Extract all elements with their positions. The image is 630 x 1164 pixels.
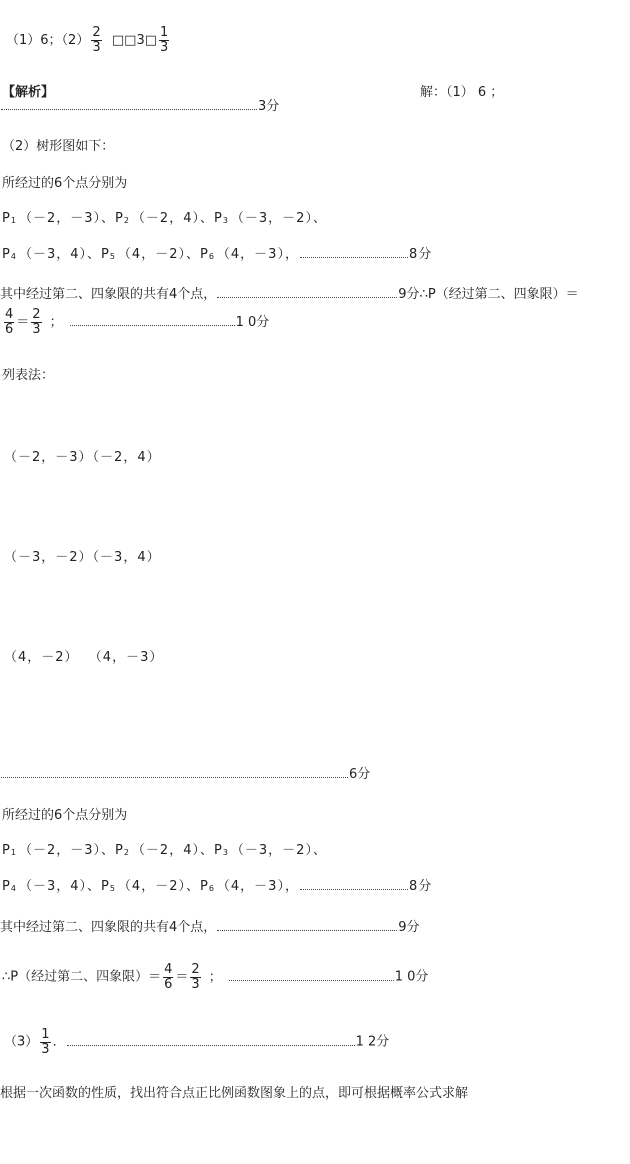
equals-sign: ＝	[175, 969, 189, 985]
answer-mid: □□3□	[103, 33, 157, 48]
fraction-numerator: 4	[164, 962, 173, 977]
fraction-denominator: 6	[5, 322, 14, 337]
dot-leader	[67, 1044, 355, 1046]
score-10: 1 0分	[235, 315, 270, 330]
score-8: 8分	[408, 247, 433, 262]
analysis-header: 【解析】	[2, 85, 55, 100]
fraction-numerator: 2	[92, 25, 101, 40]
equals-sign: ＝	[16, 315, 30, 330]
conclusion-text: 根据一次函数的性质，找出符合点正比例函数图象上的点，即可根据概率公式求解	[0, 1086, 469, 1101]
point-p4: P4 （－3，4）、	[2, 247, 101, 262]
part2-title: （2）树形图如下：	[2, 139, 115, 154]
score-line-3	[0, 99, 279, 115]
dot-leader	[300, 888, 408, 890]
probability-text: ∴P（经过第二、四象限）＝	[2, 969, 162, 985]
probability-fraction-a	[163, 963, 173, 992]
fraction-denominator: 3	[160, 40, 169, 55]
fraction-numerator: 4	[5, 307, 14, 322]
probability-fraction-a	[4, 308, 14, 337]
quadrant-text: 其中经过第二、四象限的共有4个点，	[0, 287, 217, 302]
score-3: 3分	[258, 99, 280, 114]
fraction-numerator: 1	[160, 25, 169, 40]
points-row-2	[2, 247, 432, 265]
fraction-numerator: 2	[191, 962, 200, 977]
fraction-denominator: 3	[32, 322, 41, 337]
part3-prefix: （3）	[4, 1034, 39, 1050]
points-row-1	[2, 211, 327, 229]
points-row-3	[2, 843, 327, 861]
dot-leader	[70, 324, 235, 326]
dot-leader	[1, 776, 348, 778]
points-row-4	[2, 879, 432, 897]
fraction-denominator: 3	[92, 40, 101, 55]
probability-text: ∴P（经过第二、四象限）＝	[419, 287, 579, 302]
fraction-numerator: 1	[41, 1027, 50, 1042]
answer-prefix: （1）6；（2）	[6, 33, 90, 48]
score-line-6	[0, 767, 370, 783]
solution-start: 解：（1） 6 ；	[420, 85, 504, 100]
quadrant-line	[0, 287, 579, 303]
answer-line	[6, 26, 171, 55]
table-row-3: （4，－2） （4，－3）	[4, 650, 164, 665]
score-12: 1 2分	[355, 1034, 390, 1050]
table-method-label: 列表法：	[2, 368, 55, 383]
table-row-2: （－3，－2）（－3，4）	[4, 550, 161, 565]
part3-line	[4, 1028, 389, 1057]
point-p1: P1 （－2，－3）、	[2, 843, 115, 858]
score-10: 1 0分	[394, 969, 429, 985]
points-intro-2: 所经过的6个点分别为	[2, 808, 128, 823]
dot-leader	[217, 296, 397, 298]
fraction-denominator: 3	[41, 1042, 50, 1057]
fraction-denominator: 6	[164, 977, 173, 992]
score-9: 9分	[398, 287, 420, 302]
quadrant-text: 其中经过第二、四象限的共有4个点，	[0, 920, 217, 935]
table-row-1: （－2，－3）（－2，4）	[4, 450, 161, 465]
points-intro: 所经过的6个点分别为	[2, 176, 128, 191]
point-p1: P1 （－2，－3）、	[2, 211, 115, 226]
quadrant-line-2	[0, 920, 420, 936]
dot-leader	[300, 256, 408, 258]
point-p3: P3 （－3，－2）、	[213, 843, 327, 858]
point-p6: P6 （4，－3），	[199, 247, 299, 262]
part3-fraction	[40, 1028, 50, 1057]
point-p3: P3 （－3，－2）、	[213, 211, 327, 226]
point-p5: P5 （4，－2）、	[100, 879, 200, 894]
point-p2: P2 （－2，4）、	[114, 843, 214, 858]
fraction-numerator: 2	[32, 307, 41, 322]
answer-fraction-2	[159, 26, 169, 55]
probability-fraction-b	[31, 308, 41, 337]
semicolon: ；	[49, 315, 63, 330]
probability-fraction-b	[190, 963, 200, 992]
probability-line-2	[2, 963, 428, 992]
part3-period: ．	[52, 1034, 66, 1050]
point-p2: P2 （－2，4）、	[114, 211, 214, 226]
score-6: 6分	[349, 767, 371, 782]
dot-leader	[1, 108, 257, 110]
dot-leader	[217, 929, 397, 931]
probability-line	[2, 308, 269, 337]
dot-leader	[229, 979, 394, 981]
score-8: 8分	[408, 879, 433, 894]
fraction-denominator: 3	[191, 977, 200, 992]
point-p5: P5 （4，－2）、	[100, 247, 200, 262]
point-p4: P4 （－3，4）、	[2, 879, 101, 894]
semicolon: ；	[208, 969, 222, 985]
point-p6: P6 （4，－3），	[199, 879, 299, 894]
answer-fraction-1	[91, 26, 101, 55]
score-9: 9分	[398, 920, 420, 935]
